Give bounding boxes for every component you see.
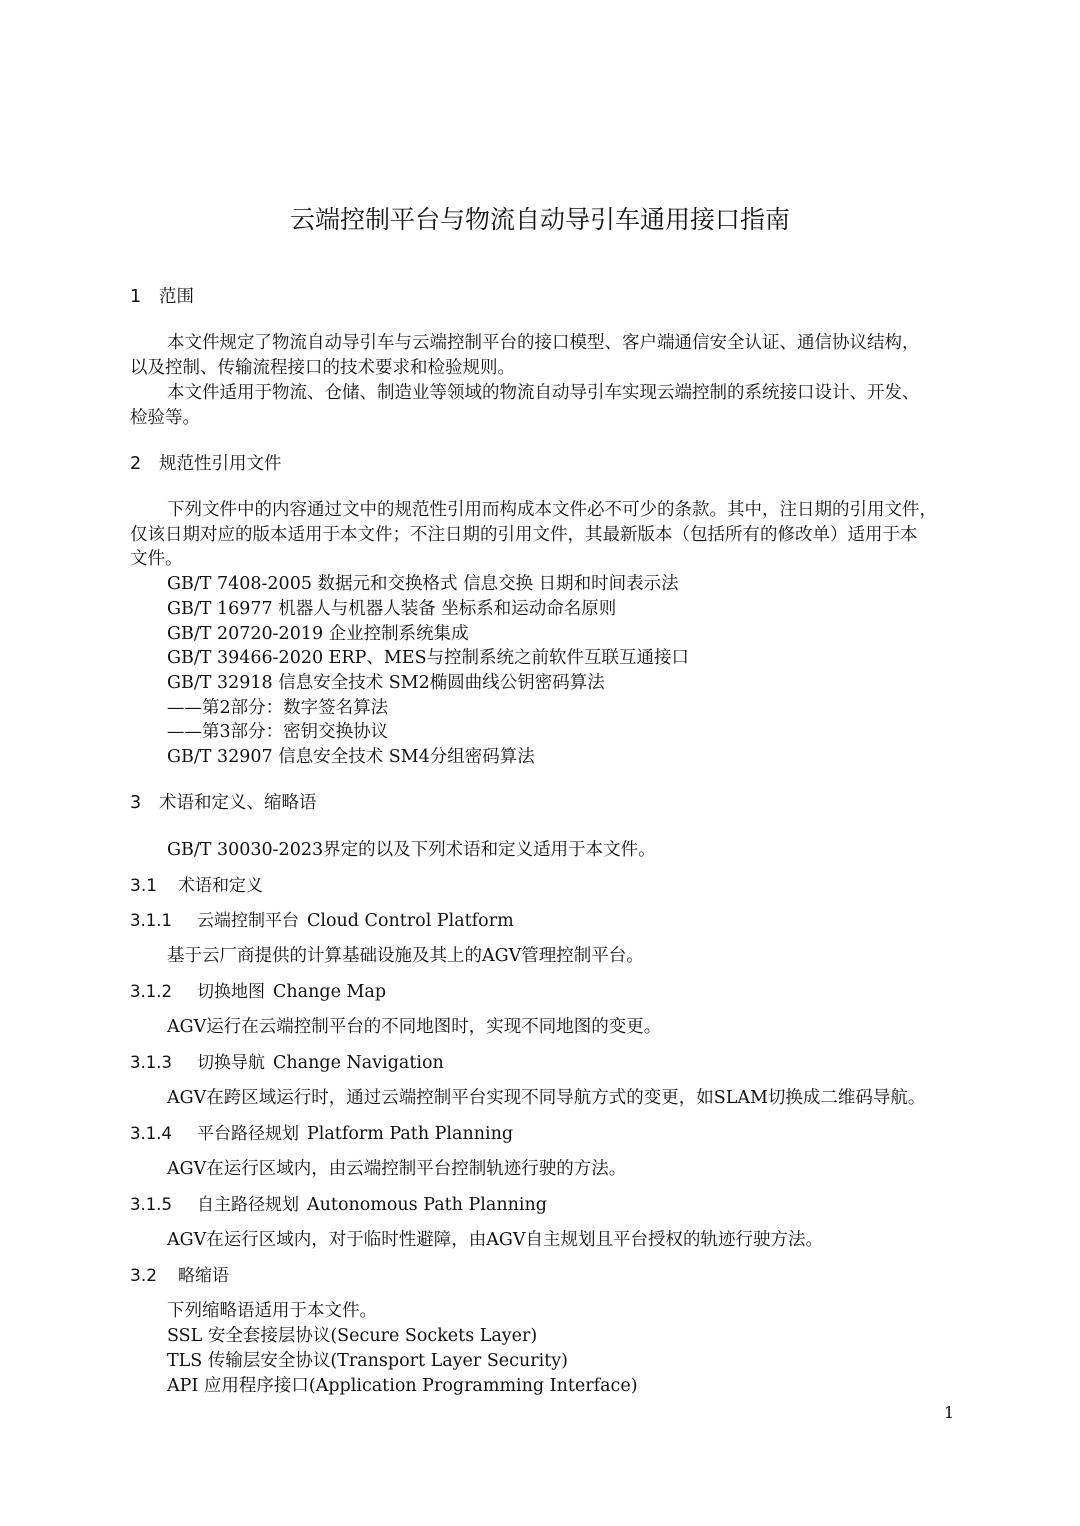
term-number: 3.1.2: [130, 982, 172, 1001]
term-chinese: 切换导航: [197, 1053, 265, 1073]
document-title: 云端控制平台与物流自动导引车通用接口指南: [289, 205, 790, 234]
section-3-heading: [130, 790, 317, 816]
reference-item: ——第2部分：数字签名算法: [167, 698, 389, 718]
page-number: 1: [944, 1403, 955, 1422]
subsection-title: 略缩语: [178, 1266, 229, 1286]
subsection-number: 3.1: [130, 876, 158, 896]
term-definition: AGV运行在云端控制平台的不同地图时，实现不同地图的变更。: [167, 1017, 662, 1037]
paragraph-line: 文件。: [130, 549, 183, 569]
reference-item: GB/T 20720-2019 企业控制系统集成: [167, 624, 469, 644]
reference-item: ——第3部分：密钥交换协议: [167, 722, 389, 742]
abbreviation-item: SSL 安全套接层协议(Secure Sockets Layer): [167, 1326, 538, 1346]
term-english: Cloud Control Platform: [307, 911, 514, 931]
section-number: 1: [130, 287, 142, 307]
term-english: Change Map: [273, 982, 387, 1002]
term-chinese: 自主路径规划: [197, 1195, 299, 1215]
section-number: 2: [130, 454, 142, 474]
section-title: 范围: [159, 287, 194, 307]
term-heading: [130, 979, 386, 1005]
section-1-heading: [130, 284, 194, 310]
term-heading: [130, 1050, 444, 1076]
term-chinese: 平台路径规划: [197, 1124, 299, 1144]
term-definition: AGV在运行区域内，由云端控制平台控制轨迹行驶的方法。: [167, 1159, 627, 1179]
reference-item: GB/T 16977 机器人与机器人装备 坐标系和运动命名原则: [167, 599, 617, 619]
abbreviation-item: API 应用程序接口(Application Programming Interface): [167, 1376, 638, 1396]
subsection-title: 术语和定义: [178, 876, 263, 896]
paragraph-line: 本文件规定了物流自动导引车与云端控制平台的接口模型、客户端通信安全认证、通信协议结构，: [167, 333, 920, 353]
term-chinese: 切换地图: [197, 982, 265, 1002]
term-definition: AGV在跨区域运行时，通过云端控制平台实现不同导航方式的变更，如SLAM切换成二维码导航。: [167, 1088, 926, 1108]
reference-item: GB/T 39466-2020 ERP、MES与控制系统之前软件互联互通接口: [167, 648, 690, 668]
abbreviation-item: TLS 传输层安全协议(Transport Layer Security): [167, 1351, 568, 1371]
term-heading: [130, 908, 514, 934]
paragraph-line: 下列缩略语适用于本文件。: [167, 1301, 377, 1321]
paragraph-line: 以及控制、传输流程接口的技术要求和检验规则。: [130, 358, 515, 378]
term-definition: AGV在运行区域内，对于临时性避障，由AGV自主规划且平台授权的轨迹行驶方法。: [167, 1230, 824, 1250]
term-heading: [130, 1192, 547, 1218]
paragraph-line: 下列文件中的内容通过文中的规范性引用而构成本文件必不可少的条款。其中，注日期的引用文件，: [167, 500, 937, 520]
term-english: Change Navigation: [273, 1053, 444, 1073]
term-number: 3.1.1: [130, 911, 172, 930]
term-english: Platform Path Planning: [307, 1124, 514, 1144]
term-number: 3.1.5: [130, 1195, 172, 1214]
term-number: 3.1.3: [130, 1053, 172, 1072]
term-definition: 基于云厂商提供的计算基础设施及其上的AGV管理控制平台。: [167, 946, 644, 966]
subsection-number: 3.2: [130, 1266, 158, 1286]
paragraph-line: GB/T 30030-2023界定的以及下列术语和定义适用于本文件。: [167, 840, 656, 860]
section-title: 术语和定义、缩略语: [159, 793, 317, 813]
section-number: 3: [130, 793, 142, 813]
term-english: Autonomous Path Planning: [307, 1195, 547, 1215]
section-title: 规范性引用文件: [159, 454, 282, 474]
term-number: 3.1.4: [130, 1124, 172, 1143]
term-heading: [130, 1121, 513, 1147]
subsection-3-1-heading: [130, 873, 263, 899]
reference-item: GB/T 7408-2005 数据元和交换格式 信息交换 日期和时间表示法: [167, 574, 679, 594]
paragraph-line: 检验等。: [130, 408, 200, 428]
reference-item: GB/T 32907 信息安全技术 SM4分组密码算法: [167, 747, 535, 767]
term-chinese: 云端控制平台: [197, 911, 299, 931]
paragraph-line: 仅该日期对应的版本适用于本文件；不注日期的引用文件，其最新版本（包括所有的修改单）适用于本: [130, 525, 918, 545]
section-2-heading: [130, 451, 282, 477]
subsection-3-2-heading: [130, 1263, 229, 1289]
reference-item: GB/T 32918 信息安全技术 SM2椭圆曲线公钥密码算法: [167, 673, 605, 693]
paragraph-line: 本文件适用于物流、仓储、制造业等领域的物流自动导引车实现云端控制的系统接口设计、开发、: [167, 383, 920, 403]
